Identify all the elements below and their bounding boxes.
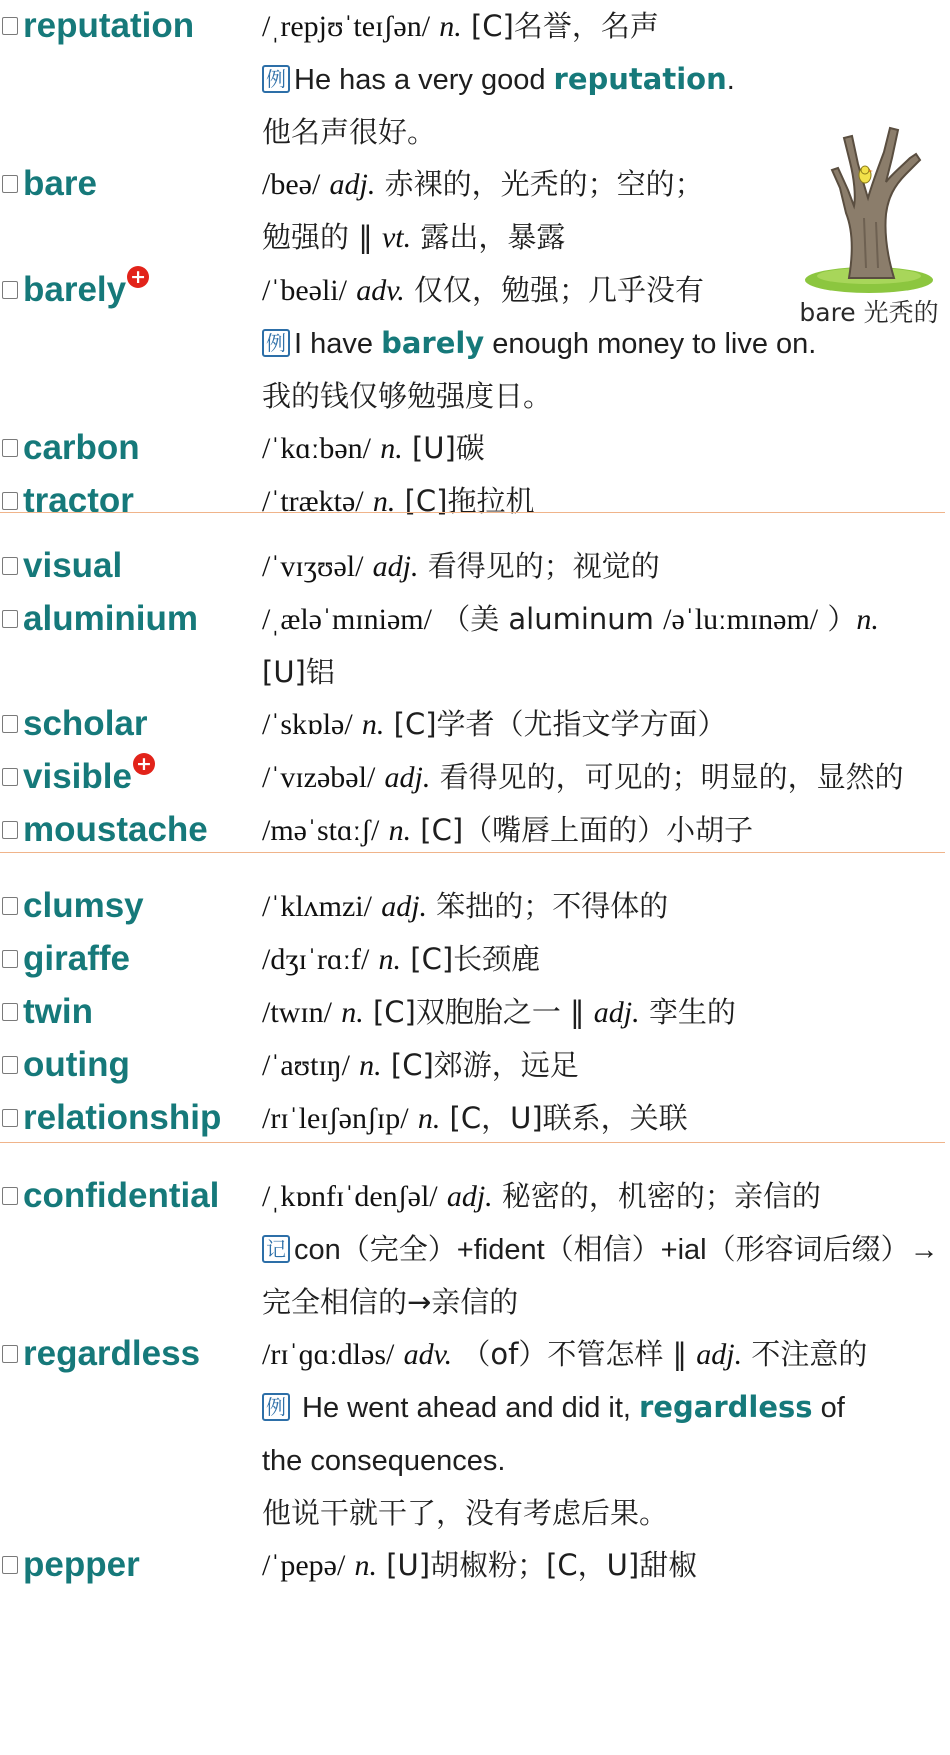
entry-body [262,593,950,698]
example-text: of [812,1392,845,1424]
headword-text: tractor [23,481,134,520]
headword-text: moustache [23,810,208,849]
entry-line [262,422,944,475]
part-of-speech: adj. [696,1338,743,1371]
checkbox-icon[interactable] [2,821,18,839]
example-text: He has a very good [294,64,554,96]
part-of-speech: adj. [384,761,431,794]
entry-line [262,1434,944,1487]
phonetic: /rɪˈɡɑːdləs/ [262,1338,395,1371]
definition: （美 aluminum [441,602,664,636]
entry-body [262,986,950,1039]
entry-line [262,646,944,698]
phonetic: /ˌrepjʊˈteɪʃən/ [262,10,431,43]
highlighted-headword: reputation [553,62,727,96]
phonetic: /ˌæləˈmɪniəm/ [262,603,432,636]
checkbox-icon[interactable] [2,1109,18,1127]
definition: [C]名誉，名声 [470,9,659,43]
part-of-speech: adj. [446,1180,493,1213]
checkbox-icon[interactable] [2,281,18,299]
memory-tag-icon: 记 [262,1235,290,1263]
definition: 我的钱仅够勉强度日。 [262,379,553,413]
vocab-entry [0,751,950,804]
headword [0,986,262,1038]
entry-body [262,751,950,804]
entry-body [262,933,950,986]
checkbox-icon[interactable] [2,1556,18,1574]
headword [0,698,262,750]
example-text: con（完全）+fident（相信）+ial（形容词后缀）→ [294,1234,939,1266]
definition: [U]碳 [411,431,485,465]
bare-tree-icon [794,118,944,298]
new-word-plus-icon: + [127,266,149,288]
vocab-entry [0,804,950,857]
vocab-entry [0,698,950,751]
entry-body [262,698,950,751]
entry-body [262,804,950,857]
vocab-entry [0,475,950,528]
entry-line [262,211,732,264]
definition: 勉强的 ‖ [262,220,382,254]
vocab-entry [0,880,950,933]
part-of-speech: n. [417,1102,441,1135]
entry-line [262,1092,944,1145]
definition: ） [827,602,857,636]
entry-line [262,0,944,53]
new-word-plus-icon: + [133,753,155,775]
example-text: He went ahead and did it, [294,1392,640,1424]
phonetic: /ˈkɑːbən/ [262,432,371,465]
entry-line [262,1328,944,1381]
part-of-speech: n. [380,432,403,465]
vocab-entry [0,540,950,593]
headword-text: outing [23,1045,130,1084]
checkbox-icon[interactable] [2,557,18,575]
phonetic: /ˈskɒlə/ [262,708,353,741]
headword [0,1328,262,1380]
part-of-speech: n. [388,814,412,847]
headword [0,804,262,856]
entry-line [262,1276,944,1328]
headword [0,422,262,474]
checkbox-icon[interactable] [2,950,18,968]
headword-text: confidential [23,1176,220,1215]
headword-text: clumsy [23,886,144,925]
example-tag-icon: 例 [262,1393,290,1421]
vocab-entry [0,593,950,698]
headword [0,540,262,592]
definition: 仅仅，勉强；几乎没有 [414,273,705,307]
part-of-speech: adv. [356,274,405,307]
headword [0,158,262,210]
part-of-speech: n. [439,10,462,43]
section-divider [0,512,945,513]
headword [0,475,262,527]
vocab-entry [0,1170,950,1328]
definition: 露出，暴露 [420,220,566,254]
part-of-speech: vt. [381,221,412,254]
phonetic: /ˈvɪʒʊəl/ [262,550,364,583]
phonetic: /twɪn/ [262,996,333,1029]
headword [0,933,262,985]
headword-text: relationship [23,1098,222,1137]
phonetic: /ˈaʊtɪŋ/ [262,1049,350,1082]
part-of-speech: n. [341,996,364,1029]
phonetic: /ˈklʌmzi/ [262,890,372,923]
headword-text: regardless [23,1334,201,1373]
definition: [C]拖拉机 [404,484,535,518]
headword [0,880,262,932]
vocab-entry [0,986,950,1039]
headword [0,1170,262,1222]
headword [0,1092,262,1144]
entry-body [262,880,950,933]
checkbox-icon[interactable] [2,768,18,786]
entry-body [262,1539,950,1592]
definition: [C]长颈鹿 [410,942,541,976]
part-of-speech: adv. [403,1338,453,1371]
entry-body [262,475,950,528]
definition: 看得见的，可见的；明显的，显然的 [439,760,904,794]
vocab-entry [0,933,950,986]
headword-text: barely [23,270,127,309]
entry-line [262,986,944,1039]
definition: [U]铝 [262,655,335,689]
headword-text: pepper [23,1545,140,1584]
example-tag-icon: 例 [262,65,290,93]
entry-body [262,1039,950,1092]
entry-line [262,1381,944,1434]
part-of-speech: adj. [329,168,376,201]
headword-text: reputation [23,6,195,45]
checkbox-icon[interactable] [2,610,18,628]
vocab-entry [0,422,950,475]
entry-line [262,1170,944,1223]
entry-body [262,1328,950,1539]
entry-line [262,1223,944,1276]
entry-body [262,1092,950,1145]
bare-tree-illustration [794,118,944,328]
entry-body [262,422,950,475]
headword-text: visible [23,757,132,796]
entry-line [262,698,944,751]
phonetic: /ˈtræktə/ [262,485,364,518]
word-group [0,540,950,857]
headword-text: aluminium [23,599,199,638]
checkbox-icon[interactable] [2,1003,18,1021]
checkbox-icon[interactable] [2,175,18,193]
definition: 他名声很好。 [262,115,437,149]
definition: [C]（嘴唇上面的）小胡子 [420,813,754,847]
headword [0,1039,262,1091]
example-text: the consequences. [262,1445,506,1477]
phonetic: /ˌkɒnfɪˈdenʃəl/ [262,1180,438,1213]
entry-line [262,370,944,422]
definition: （of）不管怎样 ‖ [461,1337,697,1371]
headword-text: twin [23,992,93,1031]
headword-text: giraffe [23,939,130,978]
entry-line [262,880,944,933]
phonetic: /məˈstɑːʃ/ [262,814,380,847]
definition: 看得见的；视觉的 [427,549,660,583]
part-of-speech: n. [372,485,396,518]
vocab-entry [0,1092,950,1145]
vocab-entry [0,1328,950,1539]
definition: 秘密的，机密的；亲信的 [501,1179,821,1213]
illustration-caption: bare 光秃的 [799,298,939,327]
definition: [C]郊游，远足 [390,1048,579,1082]
phonetic: /ˈbeəli/ [262,274,347,307]
part-of-speech: n. [359,1049,382,1082]
example-tag-icon: 例 [262,329,290,357]
entry-line [262,593,944,646]
part-of-speech: n. [856,603,879,636]
phonetic: /dʒɪˈrɑːf/ [262,943,370,976]
entry-line [262,933,944,986]
entry-line [262,540,944,593]
word-group [0,880,950,1145]
example-text: I have [294,328,382,360]
entry-line [262,158,732,211]
definition: [C]学者（尤指文学方面） [393,707,727,741]
checkbox-icon[interactable] [2,492,18,510]
checkbox-icon[interactable] [2,439,18,457]
headword [0,751,262,803]
part-of-speech: adj. [593,996,640,1029]
headword-text: carbon [23,428,140,467]
vocab-entry [0,1539,950,1592]
highlighted-headword: regardless [639,1390,813,1424]
entry-line [262,53,944,106]
phonetic: /ˈvɪzəbəl/ [262,761,376,794]
section-divider [0,852,945,853]
definition: [C，U]联系，关联 [449,1101,688,1135]
section-divider [0,1142,945,1143]
example-text: . [726,64,735,96]
headword-text: bare [23,164,97,203]
definition: 完全相信的→亲信的 [262,1285,519,1319]
entry-line [262,1039,944,1092]
phonetic: /ˈpepə/ [262,1549,346,1582]
part-of-speech: n. [354,1549,378,1582]
checkbox-icon[interactable] [2,1345,18,1363]
entry-body [262,1170,950,1328]
definition: [C]双胞胎之一 ‖ [372,995,594,1029]
entry-line [262,1539,944,1592]
headword [0,264,262,316]
definition: 孪生的 [648,995,736,1029]
headword [0,593,262,645]
entry-line [262,751,944,804]
part-of-speech: adj. [372,550,419,583]
example-text: enough money to live on. [484,328,817,360]
entry-line [262,1487,944,1539]
definition: [U]胡椒粉；[C，U]甜椒 [386,1548,698,1582]
definition: 不注意的 [751,1337,868,1371]
checkbox-icon[interactable] [2,1187,18,1205]
headword-text: visual [23,546,123,585]
phonetic: /əˈluːmɪnəm/ [663,603,819,636]
headword-text: scholar [23,704,148,743]
checkbox-icon[interactable] [2,897,18,915]
highlighted-headword: barely [381,326,485,360]
phonetic: /beə/ [262,168,321,201]
checkbox-icon[interactable] [2,1056,18,1074]
part-of-speech: adj. [381,890,428,923]
entry-body [262,540,950,593]
definition: 赤裸的，光秃的；空的； [384,167,704,201]
entry-line [262,475,944,528]
checkbox-icon[interactable] [2,17,18,35]
entry-line [262,804,944,857]
headword [0,1539,262,1591]
word-group [0,1170,950,1592]
checkbox-icon[interactable] [2,715,18,733]
definition: 他说干就干了，没有考虑后果。 [262,1496,669,1530]
part-of-speech: n. [361,708,385,741]
vocab-entry [0,1039,950,1092]
part-of-speech: n. [378,943,402,976]
phonetic: /rɪˈleɪʃənʃɪp/ [262,1102,409,1135]
definition: 笨拙的；不得体的 [436,889,669,923]
headword [0,0,262,52]
